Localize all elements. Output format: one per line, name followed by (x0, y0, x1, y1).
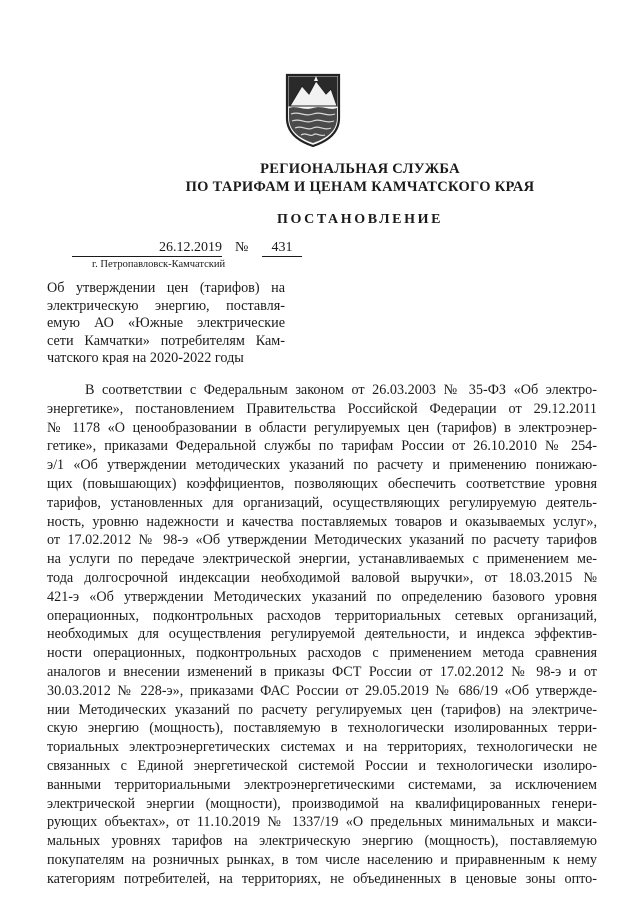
body-line: ториальных электроэнергетических системах и на территориях, технологически не (47, 739, 597, 756)
body-line: ность, уровню надежности и качества поставляемых товаров и оказываемых услуг», (47, 513, 597, 530)
body-line: скую энергию (мощность), поставляемую в технологически изолированных терри- (47, 720, 597, 737)
body-line: ности операционных, подконтрольных расходов с применением метода сравнения (47, 645, 597, 662)
body-line: категориям потребителей, на территориях, не объединенных в ценовые зоны опто- (47, 870, 597, 887)
body-line: ванными территориальными электроэнергетическими системами, за исключением (47, 776, 597, 793)
body-line: связанных с Единой энергетической системой России и технологически изолиро- (47, 757, 597, 774)
body-line: э/1 «Об утверждении методических указаний по расчету и применению понижаю- (47, 457, 597, 474)
body-line: покупателям на розничных рынках, в том числе населению и приравненным к нему (47, 851, 597, 868)
body-line: щих (повышающих) коэффициентов, позволяющих обеспечить соответствие уровня (47, 475, 597, 492)
body-line: тода долгосрочной индексации необходимой валовой выручки», от 18.03.2015 № (47, 569, 597, 586)
subject-line: Об утверждении цен (тарифов) на (47, 280, 285, 296)
kamchatka-coat-of-arms-icon (283, 72, 343, 148)
document-number: 431 (262, 240, 302, 257)
organization-name-line2: ПО ТАРИФАМ И ЦЕНАМ КАМЧАТСКОГО КРАЯ (185, 179, 535, 195)
body-line: № 1178 «О ценообразовании в области регулируемых цен (тарифов) в электроэнер- (47, 419, 597, 436)
body-line: необходимых для осуществления регулируемой деятельности, и индекса эффектив- (47, 626, 597, 643)
body-line: от 17.02.2012 № 98-э «Об утверждении Методических указаний по расчету тарифов (47, 532, 597, 549)
document-subject (47, 280, 285, 368)
document-type-title: ПОСТАНОВЛЕНИЕ (276, 212, 444, 227)
body-line: тарифов, установленных для организаций, осуществляющих регулируемую деятель- (47, 494, 597, 511)
subject-line: чатского края на 2020-2022 годы (47, 350, 244, 366)
subject-line: емую АО «Южные электрические (47, 315, 285, 331)
body-line: энергетике», постановлением Правительства Российской Федерации от 29.12.2011 (47, 400, 597, 417)
subject-line: электрическую энергию, поставля- (47, 297, 285, 314)
body-line: на услуги по передаче электрической энергии, устанавливаемых с применением ме- (47, 551, 597, 568)
body-line: операционных, подконтрольных расходов территориальных сетевых организаций, (47, 607, 597, 624)
city-of-issue: г. Петропавловск-Камчатский (92, 259, 226, 270)
body-line: нии Методических указаний по расчету регулируемых цен (тарифов) на электриче- (47, 701, 597, 718)
body-line: аналогов и внесении изменений в приказы ФСТ России от 17.02.2012 № 98-э и от (47, 663, 597, 680)
body-line: 30.03.2012 № 228-э», приказами ФАС России от 29.05.2019 № 686/19 «Об утвержде- (47, 682, 597, 699)
subject-line: сети Камчатки» потребителям Кам- (47, 332, 285, 349)
body-line: мальных уровнях тарифов на электрическую энергию (мощность), поставляемую (47, 833, 597, 850)
body-line: электрической энергии (мощности), производимой на квалифицированных генери- (47, 795, 597, 812)
body-line: 421-э «Об утверждении Методических указаний по определению базового уровня (47, 588, 597, 605)
document-date: 26.12.2019 (72, 240, 222, 257)
body-line: гетике», приказами Федеральной службы по тарифам России от 26.10.2010 № 254- (47, 438, 597, 455)
number-sign: № (235, 240, 249, 255)
document-body (47, 381, 597, 889)
organization-name-line1: РЕГИОНАЛЬНАЯ СЛУЖБА (260, 161, 460, 177)
body-line: рующих объектах», от 11.10.2019 № 1337/19 «О предельных минимальных и макси- (47, 814, 597, 831)
body-line: В соответствии с Федеральным законом от 26.03.2003 № 35-ФЗ «Об электро- (85, 382, 597, 398)
